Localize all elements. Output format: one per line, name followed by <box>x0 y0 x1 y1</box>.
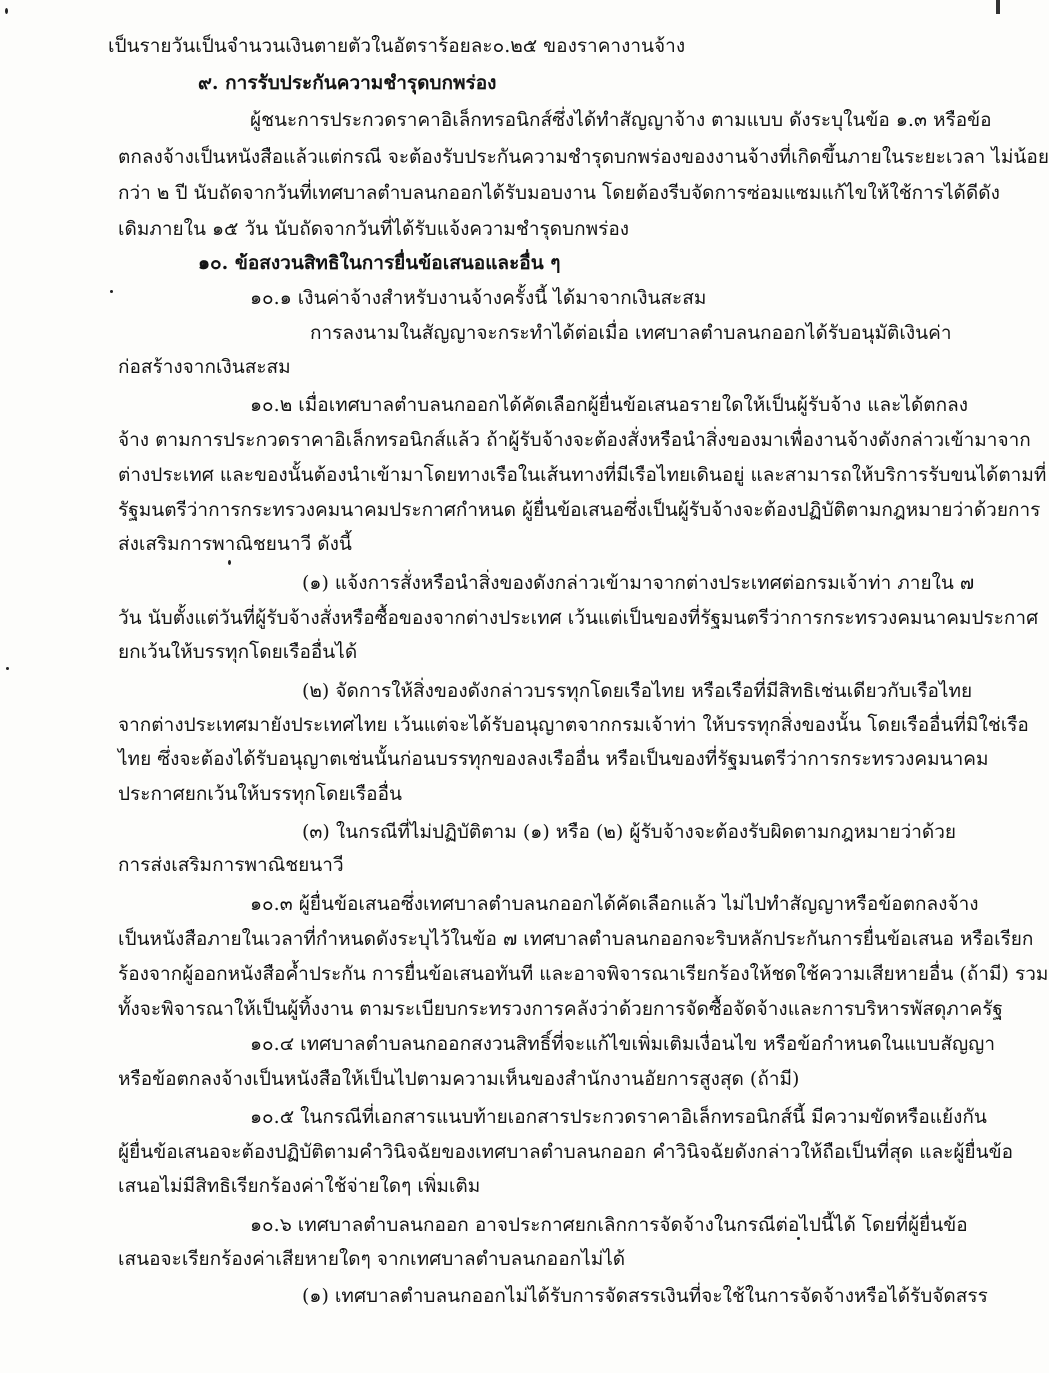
text-line: (๓) ในกรณีที่ไม่ปฏิบัติตาม (๑) หรือ (๒) ผู้รับจ้างจะต้องรับผิดตามกฎหมายว่าด้วย <box>302 821 957 843</box>
text-line: ตกลงจ้างเป็นหนังสือแล้วแต่กรณี จะต้องรับประกันความชำรุดบกพร่องของงานจ้างที่เกิดขึ้นภายในระยะเวลา ไม่น้อย <box>118 146 1049 168</box>
text-line: จากต่างประเทศมายังประเทศไทย เว้นแต่จะได้รับอนุญาตจากกรมเจ้าท่า ให้บรรทุกสิ่งของนั้น โดยเรืออื่นที่มิใช่เรือ <box>118 714 1029 736</box>
text-line: ทั้งจะพิจารณาให้เป็นผู้ทิ้งงาน ตามระเบียบกระทรวงการคลังว่าด้วยการจัดซื้อจัดจ้างและการบริหารพัสดุภาครัฐ <box>118 998 1003 1020</box>
scan-speck <box>6 667 9 670</box>
text-line: ส่งเสริมการพาณิชยนาวี ดังนี้ <box>118 533 352 555</box>
text-line: รัฐมนตรีว่าการกระทรวงคมนาคมประกาศกำหนด ผู้ยื่นข้อเสนอซึ่งเป็นผู้รับจ้างจะต้องปฏิบัติตามกฎหมายว่าด้วยการ <box>118 499 1041 521</box>
text-line: ๑๐.๖ เทศบาลตำบลนกออก อาจประกาศยกเลิกการจัดจ้างในกรณีต่อไปนี้ได้ โดยที่ผู้ยื่นข้อ <box>250 1214 968 1236</box>
text-line: ประกาศยกเว้นให้บรรทุกโดยเรืออื่น <box>118 783 402 805</box>
text-line: ไทย ซึ่งจะต้องได้รับอนุญาตเช่นนั้นก่อนบรรทุกของลงเรืออื่น หรือเป็นของที่รัฐมนตรีว่าการกระทรวงคมนาคม <box>118 748 989 770</box>
scan-speck <box>110 290 113 293</box>
text-line: จ้าง ตามการประกวดราคาอิเล็กทรอนิกส์แล้ว ถ้าผู้รับจ้างจะต้องสั่งหรือนำสิ่งของมาเพื่องานจ้างดังกล่าวเข้ามาจาก <box>118 429 1031 451</box>
text-line: เป็นรายวันเป็นจำนวนเงินตายตัวในอัตราร้อยละ๐.๒๕ ของราคางานจ้าง <box>108 35 686 57</box>
text-line: ต่างประเทศ และของนั้นต้องนำเข้ามาโดยทางเรือในเส้นทางที่มีเรือไทยเดินอยู่ และสามารถให้บริการรับขนได้ตามที่ <box>118 464 1047 486</box>
text-line: (๑) เทศบาลตำบลนกออกไม่ได้รับการจัดสรรเงินที่จะใช้ในการจัดจ้างหรือได้รับจัดสรร <box>302 1285 988 1307</box>
text-line: ๑๐.๒ เมื่อเทศบาลตำบลนกออกได้คัดเลือกผู้ยื่นข้อเสนอรายใดให้เป็นผู้รับจ้าง และได้ตกลง <box>250 394 969 416</box>
scan-speck <box>228 560 231 565</box>
text-line: ๑๐.๓ ผู้ยื่นข้อเสนอซึ่งเทศบาลตำบลนกออกได้คัดเลือกแล้ว ไม่ไปทำสัญญาหรือข้อตกลงจ้าง <box>250 893 979 915</box>
text-line: ผู้ยื่นข้อเสนอจะต้องปฏิบัติตามคำวินิจฉัยของเทศบาลตำบลนกออก คำวินิจฉัยดังกล่าวให้ถือเป็นที่สุด และผู้ยื่นข้อ <box>118 1141 1014 1163</box>
text-line: ๑๐.๕ ในกรณีที่เอกสารแนบท้ายเอกสารประกวดราคาอิเล็กทรอนิกส์นี้ มีความขัดหรือแย้งกัน <box>250 1106 987 1128</box>
text-line: หรือข้อตกลงจ้างเป็นหนังสือให้เป็นไปตามความเห็นของสำนักงานอัยการสูงสุด (ถ้ามี) <box>118 1068 800 1090</box>
text-line: (๒) จัดการให้สิ่งของดังกล่าวบรรทุกโดยเรือไทย หรือเรือที่มีสิทธิเช่นเดียวกับเรือไทย <box>302 680 973 702</box>
text-line: การลงนามในสัญญาจะกระทำได้ต่อเมื่อ เทศบาลตำบลนกออกได้รับอนุมัติเงินค่า <box>310 322 952 344</box>
section-heading-9: ๙. การรับประกันความชำรุดบกพร่อง <box>198 72 497 94</box>
text-line: กว่า ๒ ปี นับถัดจากวันที่เทศบาลตำบลนกออกได้รับมอบงาน โดยต้องรีบจัดการซ่อมแซมแก้ไขให้ใช้การได้ดีดัง <box>118 182 1000 204</box>
text-line: ก่อสร้างจากเงินสะสม <box>118 356 291 378</box>
text-line: ๑๐.๔ เทศบาลตำบลนกออกสงวนสิทธิ์ที่จะแก้ไขเพิ่มเติมเงื่อนไข หรือข้อกำหนดในแบบสัญญา <box>250 1033 995 1055</box>
text-line: เดิมภายใน ๑๕ วัน นับถัดจากวันที่ได้รับแจ้งความชำรุดบกพร่อง <box>118 218 630 240</box>
text-line: ยกเว้นให้บรรทุกโดยเรืออื่นได้ <box>118 641 358 663</box>
section-heading-10: ๑๐. ข้อสงวนสิทธิในการยื่นข้อเสนอและอื่น ๆ <box>198 252 561 274</box>
scan-speck <box>5 8 8 14</box>
scan-speck <box>797 1237 800 1240</box>
text-line: เสนอไม่มีสิทธิเรียกร้องค่าใช้จ่ายใดๆ เพิ่มเติม <box>118 1175 481 1197</box>
text-line: ๑๐.๑ เงินค่าจ้างสำหรับงานจ้างครั้งนี้ ได้มาจากเงินสะสม <box>250 287 707 309</box>
text-line: วัน นับตั้งแต่วันที่ผู้รับจ้างสั่งหรือซื้อของจากต่างประเทศ เว้นแต่เป็นของที่รัฐมนตรีว่าการกระทรวงคมนาคมประกาศ <box>118 607 1039 629</box>
text-line: เป็นหนังสือภายในเวลาที่กำหนดดังระบุไว้ในข้อ ๗ เทศบาลตำบลนกออกจะริบหลักประกันการยื่นข้อเสนอ หรือเรียก <box>118 928 1034 950</box>
text-line: การส่งเสริมการพาณิชยนาวี <box>118 854 344 876</box>
text-line: (๑) แจ้งการสั่งหรือนำสิ่งของดังกล่าวเข้ามาจากต่างประเทศต่อกรมเจ้าท่า ภายใน ๗ <box>302 572 975 594</box>
text-line: ผู้ชนะการประกวดราคาอิเล็กทรอนิกส์ซึ่งได้ทำสัญญาจ้าง ตามแบบ ดังระบุในข้อ ๑.๓ หรือข้อ <box>250 109 992 131</box>
scan-edge <box>996 0 1000 14</box>
text-line: เสนอจะเรียกร้องค่าเสียหายใดๆ จากเทศบาลตำบลนกออกไม่ได้ <box>118 1248 626 1270</box>
text-line: ร้องจากผู้ออกหนังสือค้ำประกัน การยื่นข้อเสนอทันที และอาจพิจารณาเรียกร้องให้ชดใช้ความเสียหายอื่น (ถ้ามี) รวม <box>118 963 1049 985</box>
